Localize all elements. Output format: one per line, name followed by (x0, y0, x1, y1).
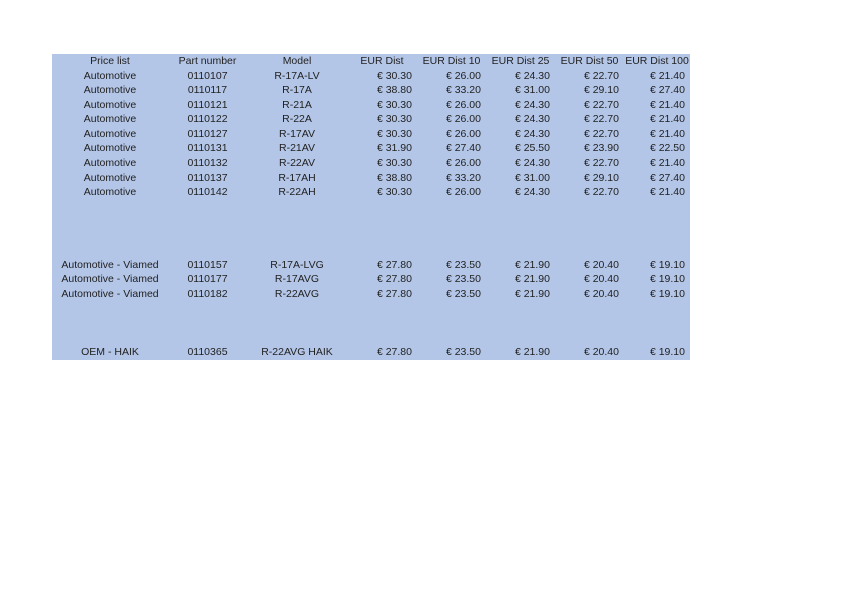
table-cell[interactable]: € 24.30 (514, 113, 550, 126)
empty-cell[interactable] (52, 229, 168, 244)
empty-cell[interactable] (486, 243, 555, 258)
empty-cell[interactable] (247, 302, 347, 317)
table-cell[interactable]: € 25.50 (514, 142, 550, 155)
table-cell[interactable]: € 19.10 (649, 273, 685, 286)
empty-cell[interactable] (168, 229, 247, 244)
table-cell[interactable]: 0110137 (187, 171, 228, 184)
empty-cell[interactable] (247, 200, 347, 215)
table-cell[interactable]: € 22.70 (583, 113, 619, 126)
table-cell[interactable]: € 31.90 (376, 142, 412, 155)
empty-cell[interactable] (624, 214, 690, 229)
table-cell[interactable]: € 21.90 (514, 288, 550, 300)
table-cell[interactable]: R-22AVG HAIK (261, 346, 333, 359)
table-cell[interactable]: € 21.90 (514, 273, 550, 286)
table-cell[interactable]: Automotive (83, 171, 137, 184)
column-header[interactable]: Model (282, 55, 312, 67)
table-cell[interactable]: € 38.80 (376, 171, 412, 184)
table-cell[interactable]: Automotive (83, 69, 137, 82)
table-cell[interactable]: Automotive (83, 113, 137, 126)
table-cell[interactable]: 0110142 (187, 186, 228, 199)
empty-cell[interactable] (624, 243, 690, 258)
table-cell[interactable]: Automotive (83, 142, 137, 155)
table-cell[interactable]: € 23.50 (445, 346, 481, 359)
empty-cell[interactable] (52, 331, 168, 346)
table-cell[interactable]: 0110131 (187, 142, 228, 155)
empty-cell[interactable] (417, 331, 486, 346)
empty-cell[interactable] (417, 214, 486, 229)
column-header[interactable]: EUR Dist 25 (491, 55, 550, 67)
table-cell[interactable]: R-22AVG (274, 288, 320, 300)
empty-cell[interactable] (347, 316, 417, 331)
table-cell[interactable]: R-22A (282, 113, 312, 126)
table-cell[interactable]: € 23.90 (583, 142, 619, 155)
table-cell[interactable]: 0110117 (187, 84, 228, 97)
table-cell[interactable]: Automotive (83, 186, 137, 199)
empty-cell[interactable] (417, 243, 486, 258)
empty-cell[interactable] (555, 200, 624, 215)
table-cell[interactable]: € 29.10 (583, 171, 619, 184)
empty-cell[interactable] (347, 331, 417, 346)
table-cell[interactable]: € 26.00 (445, 69, 481, 82)
column-header[interactable]: EUR Dist 50 (560, 55, 619, 67)
table-cell[interactable]: € 23.50 (445, 258, 481, 271)
table-cell[interactable]: 0110107 (187, 69, 228, 82)
empty-cell[interactable] (555, 214, 624, 229)
table-cell[interactable]: Automotive - Viamed (61, 258, 159, 271)
table-cell[interactable]: R-17A-LVG (270, 258, 324, 271)
empty-cell[interactable] (555, 302, 624, 317)
empty-cell[interactable] (347, 214, 417, 229)
column-header[interactable]: Part number (178, 55, 237, 67)
empty-cell[interactable] (168, 214, 247, 229)
table-cell[interactable]: R-21AV (279, 142, 315, 155)
empty-cell[interactable] (555, 229, 624, 244)
table-cell[interactable]: € 19.10 (649, 288, 685, 300)
table-cell[interactable]: R-17AV (279, 127, 315, 140)
table-cell[interactable]: € 21.40 (649, 156, 685, 169)
table-cell[interactable]: € 27.40 (649, 171, 685, 184)
empty-cell[interactable] (624, 331, 690, 346)
table-cell[interactable]: € 21.90 (514, 346, 550, 359)
table-cell[interactable]: € 27.80 (376, 346, 412, 359)
empty-cell[interactable] (247, 316, 347, 331)
table-cell[interactable]: € 22.70 (583, 98, 619, 111)
table-cell[interactable]: R-22AH (278, 186, 316, 199)
table-cell[interactable]: 0110127 (187, 127, 228, 140)
table-cell[interactable]: € 21.40 (649, 186, 685, 199)
table-cell[interactable]: € 21.40 (649, 69, 685, 82)
table-cell[interactable]: € 20.40 (583, 288, 619, 300)
table-cell[interactable]: Automotive - Viamed (61, 273, 159, 286)
table-cell[interactable]: € 20.40 (583, 258, 619, 271)
table-cell[interactable]: 0110122 (187, 113, 228, 126)
table-cell[interactable]: € 21.40 (649, 98, 685, 111)
table-cell[interactable]: € 27.40 (649, 84, 685, 97)
empty-cell[interactable] (52, 214, 168, 229)
table-cell[interactable]: € 22.70 (583, 156, 619, 169)
table-cell[interactable]: € 27.80 (376, 273, 412, 286)
table-cell[interactable]: € 30.30 (376, 156, 412, 169)
table-cell[interactable]: OEM - HAIK (81, 346, 139, 359)
table-cell[interactable]: 0110121 (187, 98, 228, 111)
table-cell[interactable]: 0110157 (187, 258, 228, 271)
table-cell[interactable]: € 31.00 (514, 84, 550, 97)
table-cell[interactable]: € 27.80 (376, 258, 412, 271)
empty-cell[interactable] (347, 243, 417, 258)
table-cell[interactable]: € 27.40 (445, 142, 481, 155)
table-cell[interactable]: € 29.10 (583, 84, 619, 97)
empty-cell[interactable] (347, 200, 417, 215)
empty-cell[interactable] (624, 229, 690, 244)
table-cell[interactable]: € 26.00 (445, 113, 481, 126)
table-cell[interactable]: R-17AVG (274, 273, 320, 286)
empty-cell[interactable] (486, 200, 555, 215)
table-cell[interactable]: Automotive - Viamed (61, 288, 159, 300)
price-list-table (52, 54, 690, 360)
table-cell[interactable]: € 22.50 (649, 142, 685, 155)
table-cell[interactable]: Automotive (83, 98, 137, 111)
table-cell[interactable]: € 27.80 (376, 288, 412, 300)
table-cell[interactable]: € 24.30 (514, 127, 550, 140)
table-cell[interactable]: € 21.40 (649, 127, 685, 140)
table-cell[interactable]: R-17A (282, 84, 312, 97)
table-cell[interactable]: € 24.30 (514, 156, 550, 169)
column-header[interactable]: Price list (90, 55, 130, 67)
table-cell[interactable]: € 33.20 (445, 84, 481, 97)
column-header[interactable]: EUR Dist (360, 55, 404, 67)
empty-cell[interactable] (624, 302, 690, 317)
table-cell[interactable]: € 24.30 (514, 69, 550, 82)
empty-cell[interactable] (417, 200, 486, 215)
table-cell[interactable]: € 19.10 (649, 346, 685, 359)
table-cell[interactable]: R-17AH (278, 171, 316, 184)
empty-cell[interactable] (624, 200, 690, 215)
table-cell[interactable]: € 24.30 (514, 98, 550, 111)
empty-cell[interactable] (168, 200, 247, 215)
empty-cell[interactable] (247, 331, 347, 346)
table-cell[interactable]: € 26.00 (445, 186, 481, 199)
empty-cell[interactable] (247, 229, 347, 244)
empty-cell[interactable] (555, 316, 624, 331)
empty-cell[interactable] (168, 316, 247, 331)
empty-cell[interactable] (486, 316, 555, 331)
empty-cell[interactable] (486, 331, 555, 346)
table-cell[interactable]: Automotive (83, 84, 137, 97)
table-cell[interactable]: 0110182 (187, 288, 228, 300)
table-cell[interactable]: € 30.30 (376, 69, 412, 82)
table-cell[interactable]: € 30.30 (376, 98, 412, 111)
empty-cell[interactable] (168, 331, 247, 346)
empty-cell[interactable] (168, 302, 247, 317)
table-cell[interactable]: € 26.00 (445, 156, 481, 169)
empty-cell[interactable] (247, 243, 347, 258)
empty-cell[interactable] (52, 302, 168, 317)
table-cell[interactable]: € 26.00 (445, 98, 481, 111)
table-cell[interactable]: € 21.40 (649, 113, 685, 126)
table-cell[interactable]: € 33.20 (445, 171, 481, 184)
table-cell[interactable]: € 30.30 (376, 113, 412, 126)
empty-cell[interactable] (555, 243, 624, 258)
table-cell[interactable]: € 38.80 (376, 84, 412, 97)
table-cell[interactable]: € 23.50 (445, 273, 481, 286)
table-cell[interactable]: R-17A-LV (274, 69, 320, 82)
table-cell[interactable]: € 30.30 (376, 186, 412, 199)
table-cell[interactable]: Automotive (83, 156, 137, 169)
table-cell[interactable]: € 20.40 (583, 273, 619, 286)
table-cell[interactable]: € 20.40 (583, 346, 619, 359)
table-cell[interactable]: Automotive (83, 127, 137, 140)
empty-cell[interactable] (417, 302, 486, 317)
table-cell[interactable]: 0110132 (187, 156, 228, 169)
table-cell[interactable]: R-22AV (279, 156, 315, 169)
empty-cell[interactable] (347, 302, 417, 317)
table-cell[interactable]: € 26.00 (445, 127, 481, 140)
column-header[interactable]: EUR Dist 10 (422, 55, 481, 67)
table-cell[interactable]: € 19.10 (649, 258, 685, 271)
table-cell[interactable]: R-21A (282, 98, 312, 111)
empty-cell[interactable] (247, 214, 347, 229)
table-cell[interactable]: € 31.00 (514, 171, 550, 184)
empty-cell[interactable] (624, 316, 690, 331)
table-cell[interactable]: € 22.70 (583, 127, 619, 140)
empty-cell[interactable] (486, 302, 555, 317)
empty-cell[interactable] (486, 214, 555, 229)
table-cell[interactable]: € 21.90 (514, 258, 550, 271)
table-cell[interactable]: 0110177 (187, 273, 228, 286)
empty-cell[interactable] (168, 243, 247, 258)
empty-cell[interactable] (486, 229, 555, 244)
column-header[interactable]: EUR Dist 100 (625, 55, 689, 67)
table-cell[interactable]: € 30.30 (376, 127, 412, 140)
empty-cell[interactable] (417, 229, 486, 244)
table-cell[interactable]: € 22.70 (583, 69, 619, 82)
table-cell[interactable]: € 23.50 (445, 288, 481, 300)
table-cell[interactable]: € 22.70 (583, 186, 619, 199)
empty-cell[interactable] (555, 331, 624, 346)
empty-cell[interactable] (52, 200, 168, 215)
empty-cell[interactable] (52, 316, 168, 331)
empty-cell[interactable] (347, 229, 417, 244)
table-cell[interactable]: 0110365 (187, 346, 228, 359)
empty-cell[interactable] (52, 243, 168, 258)
empty-cell[interactable] (417, 316, 486, 331)
table-cell[interactable]: € 24.30 (514, 186, 550, 199)
